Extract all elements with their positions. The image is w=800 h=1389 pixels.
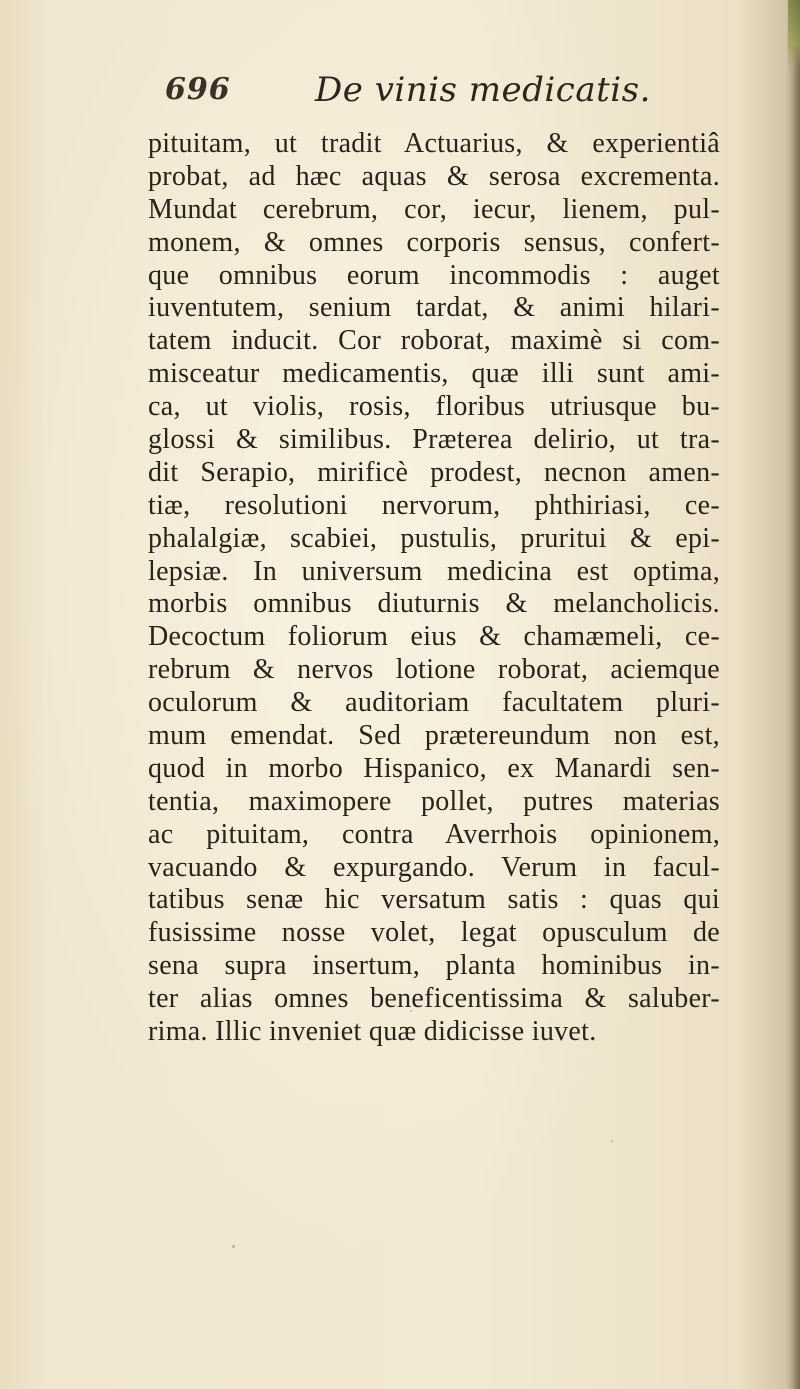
text-line: phalalgiæ, scabiei, pustulis, pruritui & epi-: [148, 522, 720, 554]
text-line: rima. Illic inveniet quæ didicisse iuvet.: [148, 1016, 597, 1048]
text-line: vacuando & expurgando. Verum in facul-: [148, 851, 720, 883]
text-line: probat, ad hæc aquas & serosa excrementa.: [148, 160, 720, 192]
text-line: tatem inducit. Cor roborat, maximè si com-: [148, 325, 720, 357]
running-title: De vinis medicatis.: [315, 70, 651, 110]
page-number: 696: [165, 72, 231, 107]
paper-speck: [232, 1245, 235, 1248]
page-edge-shadow: [786, 0, 800, 1389]
text-line: sena supra insertum, planta hominibus in-: [148, 950, 720, 982]
corner-stain: [788, 0, 800, 70]
text-line: tatibus senæ hic versatum satis : quas qui: [148, 884, 720, 916]
paper-speck: [410, 1010, 412, 1012]
text-line: ter alias omnes beneficentissima & saluber-: [148, 983, 720, 1015]
text-line: pituitam, ut tradit Actuarius, & experientiâ: [148, 128, 720, 159]
page-header: [165, 70, 725, 120]
text-line: mum emendat. Sed prætereundum non est,: [148, 720, 720, 752]
text-line: tiæ, resolutioni nervorum, phthiriasi, ce-: [148, 489, 720, 521]
text-line: quod in morbo Hispanico, ex Manardi sen-: [148, 752, 720, 784]
text-line: oculorum & auditoriam facultatem pluri-: [148, 687, 720, 719]
body-text: [148, 128, 748, 1049]
text-line: rebrum & nervos lotione roborat, aciemque: [148, 654, 720, 686]
text-line: Mundat cerebrum, cor, iecur, lienem, pul-: [148, 193, 720, 225]
text-line: iuventutem, senium tardat, & animi hilari-: [148, 292, 720, 324]
text-line: glossi & similibus. Præterea delirio, ut tra-: [148, 424, 720, 456]
text-line: ac pituitam, contra Averrhois opinionem,: [148, 818, 720, 850]
text-line: lepsiæ. In universum medicina est optima,: [148, 555, 720, 587]
text-line: tentia, maximopere pollet, putres materias: [148, 785, 720, 817]
text-line: morbis omnibus diuturnis & melancholicis.: [148, 588, 720, 620]
text-line: monem, & omnes corporis sensus, confert-: [148, 226, 720, 258]
text-line: Decoctum foliorum eius & chamæmeli, ce-: [148, 621, 720, 653]
text-line: ca, ut violis, rosis, floribus utriusque bu-: [148, 391, 720, 423]
text-line: que omnibus eorum incommodis : auget: [148, 259, 720, 291]
paper-speck: [611, 1140, 613, 1142]
text-line: dit Serapio, mirificè prodest, necnon amen-: [148, 456, 720, 488]
text-line: fusissime nosse volet, legat opusculum de: [148, 917, 720, 949]
text-line: misceatur medicamentis, quæ illi sunt ami-: [148, 358, 720, 390]
